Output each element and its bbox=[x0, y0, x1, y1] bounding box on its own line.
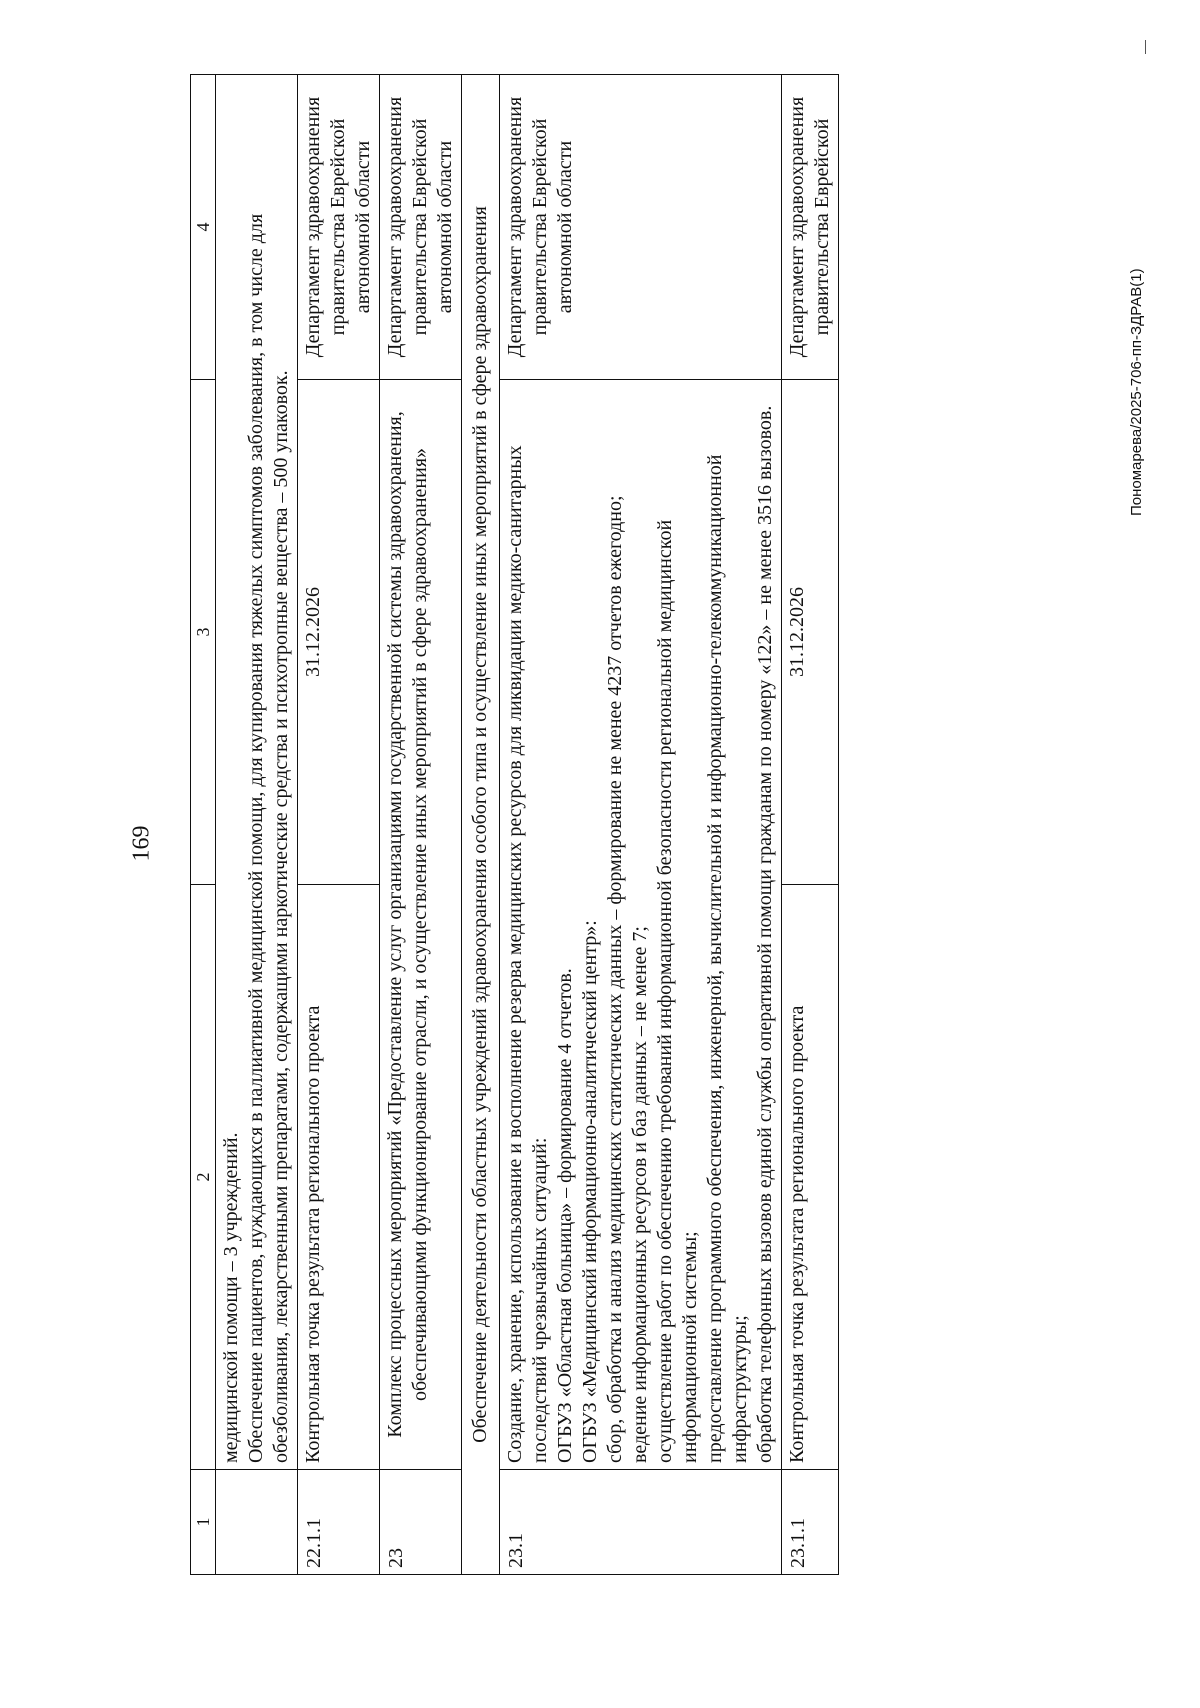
table-row-22-1-1 bbox=[298, 75, 380, 1575]
row-number: 23.1 bbox=[500, 1470, 782, 1575]
row-description: Создание, хранение, использование и восполнение резерва медицинских ресурсов для ликвидации медико-санитарных последствий чрезвычайных ситуаций: ОГБУЗ «Областная больница» – формирование 4 отчетов. ОГБУЗ «Медицинский информационно-аналитический центр»: сбор, обработка и анализ медицинских статистических данных – формирование не менее 4237 отчетов ежегодно; ведение информационных ресурсов и баз данных – не менее 7; осуществление работ по обеспечению требований информационной безопасности региональной медицинской информационной системы; предоставление программного обеспечения, инженерной, вычислительной и информационно-телекоммуникационной инфраструктуры; обработка телефонных вызовов единой службы оперативной помощи гражданам по номеру «122» – не менее 3516 вызовов. bbox=[500, 380, 782, 1470]
header-col-3: 3 bbox=[191, 380, 216, 885]
row-responsible: Департамент здравоохранения правительства Еврейской автономной области bbox=[500, 75, 782, 380]
row-description: Контрольная точка результата регионального проекта bbox=[782, 885, 839, 1470]
table-row-23-1 bbox=[500, 75, 782, 1575]
row-description: Контрольная точка результата регионального проекта bbox=[298, 885, 380, 1470]
row-responsible: Департамент здравоохранения правительства Еврейской автономной области bbox=[298, 75, 380, 380]
cell-num-empty bbox=[216, 1470, 298, 1575]
header-col-2: 2 bbox=[191, 885, 216, 1470]
table-row-23 bbox=[380, 75, 462, 1575]
section-heading: Обеспечение деятельности областных учреждений здравоохранения особого типа и осуществление иных мероприятий в сфере здравоохранения bbox=[462, 75, 500, 1575]
table-row-continuation bbox=[216, 75, 298, 1575]
row-responsible: Департамент здравоохранения правительства Еврейской bbox=[782, 75, 839, 380]
header-col-1: 1 bbox=[191, 1470, 216, 1575]
row-description: Комплекс процессных мероприятий «Предоставление услуг организациями государственной системы здравоохранения, обеспечивающими функционирование отрасли, и осуществление иных мероприятий в сфере здравоохранения» bbox=[380, 380, 462, 1470]
table-row-23-1-1 bbox=[782, 75, 839, 1575]
continuation-text: медицинской помощи – 3 учреждений. Обеспечение пациентов, нуждающихся в паллиативной медицинской помощи, для купирования тяжелых симптомов заболевания, в том числе для обезболивания, лекарственными препаратами, содержащими наркотические средства и психотропные вещества – 500 упаковок. bbox=[216, 75, 298, 1470]
rotated-table-container bbox=[190, 75, 1035, 1575]
document-footer-code: Пономарева/2025-706-пп-ЗДРАВ(1) bbox=[1128, 268, 1145, 516]
row-date: 31.12.2026 bbox=[782, 380, 839, 885]
table-header-row bbox=[191, 75, 216, 1575]
header-col-4: 4 bbox=[191, 75, 216, 380]
table-row-section bbox=[462, 75, 500, 1575]
page-number: 169 bbox=[128, 825, 155, 862]
measures-table bbox=[190, 74, 839, 1575]
row-responsible: Департамент здравоохранения правительства Еврейской автономной области bbox=[380, 75, 462, 380]
row-number: 23.1.1 bbox=[782, 1470, 839, 1575]
row-number: 22.1.1 bbox=[298, 1470, 380, 1575]
row-number: 23 bbox=[380, 1470, 462, 1575]
row-date: 31.12.2026 bbox=[298, 380, 380, 885]
